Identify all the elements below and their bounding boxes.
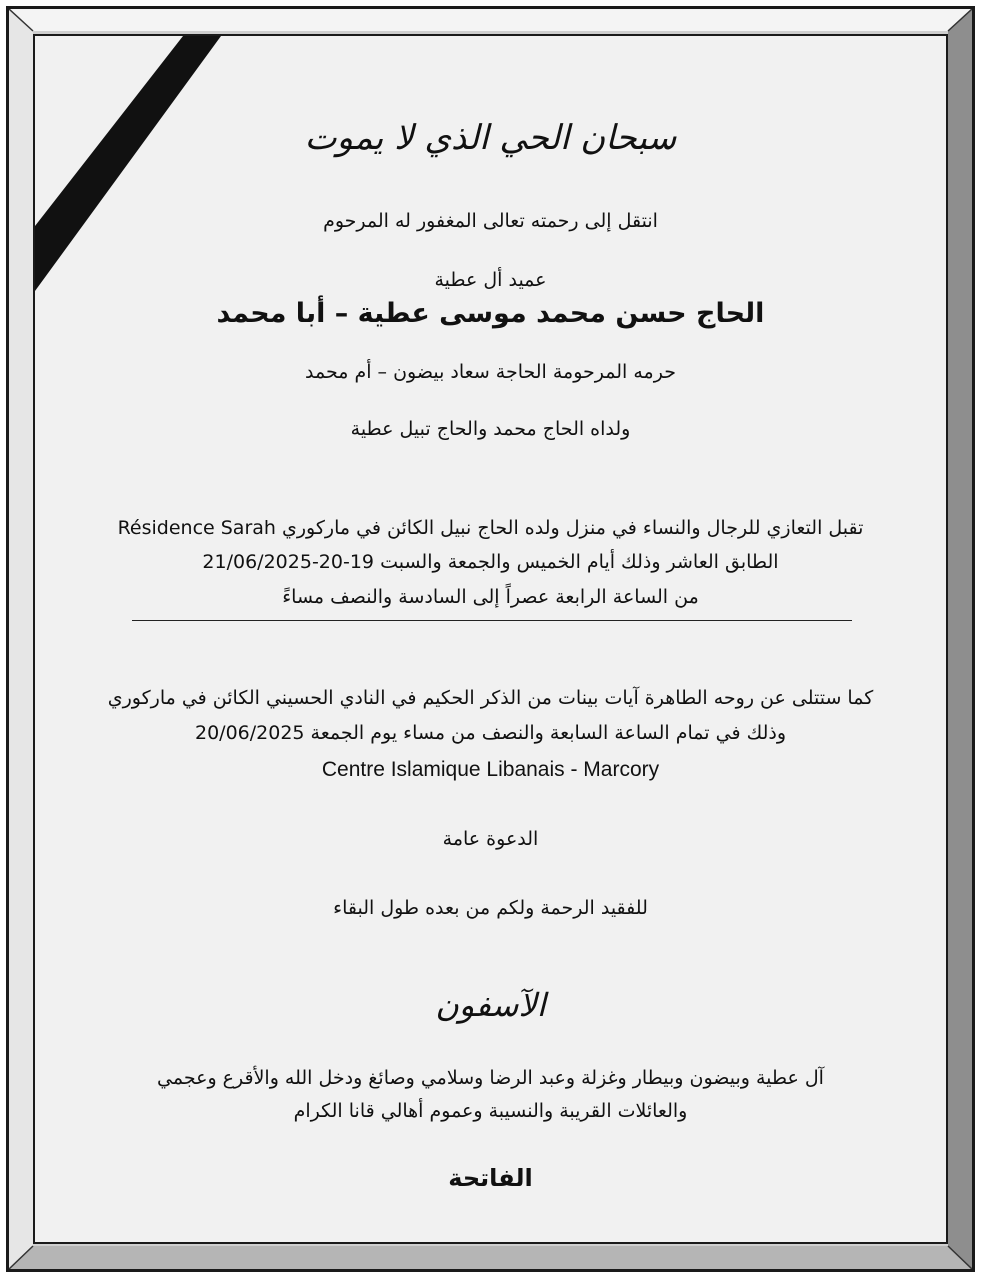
- recitation-venue: Centre Islamique Libanais - Marcory: [321, 758, 660, 781]
- mourning-ribbon-icon: [35, 36, 235, 306]
- blessing-text: للفقيد الرحمة ولكم من بعده طول البقاء: [333, 897, 648, 919]
- deceased-name: الحاج حسن محمد موسى عطية – أبا محمد: [216, 298, 765, 329]
- condolences-line-1: تقبل التعازي للرجال والنساء في منزل ولده الحاج نبيل الكائن في ماركوري Résidence Sarah: [117, 517, 864, 539]
- mourners-title: الآسفون: [435, 986, 546, 1024]
- recitation-line-1: كما ستتلى عن روحه الطاهرة آيات بينات من الذكر الحكيم في النادي الحسيني الكائن في ماركوري: [107, 687, 874, 709]
- sons-text: ولداه الحاج محمد والحاج تبيل عطية: [350, 418, 631, 440]
- wife-text: حرمه المرحومة الحاجة سعاد بيضون – أم محمد: [305, 361, 676, 383]
- condolences-line-3: من الساعة الرابعة عصراً إلى السادسة والنصف مساءً: [282, 586, 699, 608]
- families-line-1: آل عطية وبيضون وبيطار وغزلة وعبد الرضا وسلامي وصائغ ودخل الله والأقرع وعجمي: [157, 1067, 824, 1089]
- family-title: عميد أل عطية: [434, 269, 547, 291]
- picture-frame: [6, 6, 975, 1272]
- opening-calligraphy: سبحان الحي الذي لا يموت: [304, 118, 677, 158]
- announcement-paper: [33, 34, 948, 1244]
- section-divider: [132, 620, 852, 621]
- recitation-line-2: وذلك في تمام الساعة السابعة والنصف من مساء يوم الجمعة 20/06/2025: [194, 722, 787, 744]
- condolences-line-2: الطابق العاشر وذلك أيام الخميس والجمعة والسبت 19-20-21/06/2025: [202, 551, 779, 573]
- families-line-2: والعائلات القريبة والنسيبة وعموم أهالي قانا الكرام: [293, 1100, 688, 1122]
- invitation-text: الدعوة عامة: [442, 828, 539, 850]
- intro-text: انتقل إلى رحمته تعالى المغفور له المرحوم: [323, 210, 658, 232]
- closing-fatiha: الفاتحة: [448, 1164, 533, 1192]
